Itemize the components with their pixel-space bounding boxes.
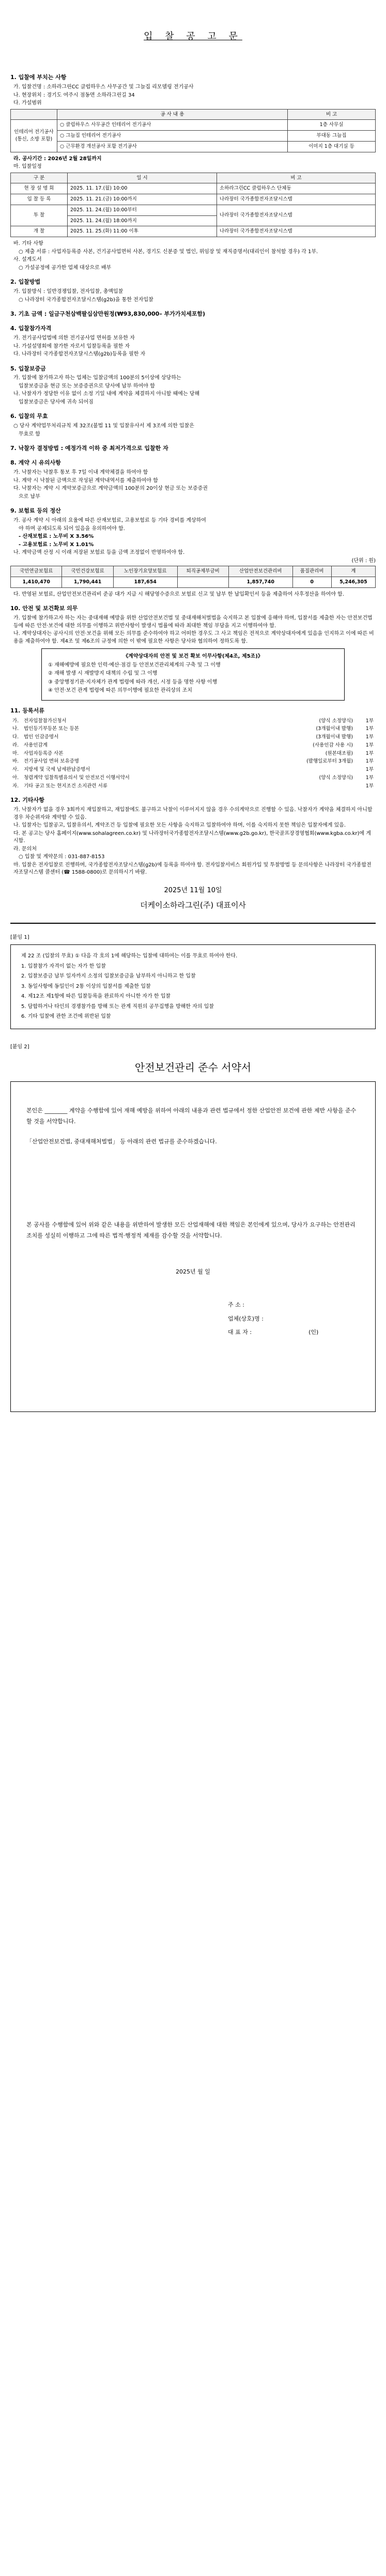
scope-row-note: 1층 사무실 xyxy=(288,120,376,131)
ins-header: 품질관리비 xyxy=(292,566,331,577)
section-4-heading: 4. 입찰참가자격 xyxy=(10,325,52,332)
scope-table-note-header: 비 고 xyxy=(288,109,376,120)
schedule-header: 일 시 xyxy=(68,173,217,183)
ins-value: 1,790,441 xyxy=(62,577,113,587)
doc-num: 사. xyxy=(12,767,19,773)
contract-c2: 으로 납부 xyxy=(19,493,40,500)
integrity-line: 4. 제12조 제1항에 따른 입찰등록을 완료하지 아니한 자가 한 입찰 xyxy=(21,994,171,1000)
pledge-para-3: 본 공사를 수행함에 있어 위와 같은 내용을 위반하여 발생한 모든 산업재해에 대한 책임은 본인에게 있으며, 당사가 요구하는 안전관리 조치를 성실히 이행하고 그에 따른 법적·행정적 제재를 감수할 것을 서약합니다. xyxy=(26,1221,356,1239)
ins-value: 187,654 xyxy=(113,577,177,587)
pledge-box xyxy=(10,1081,376,1412)
doc-name: 지방세 및 국세 납세완납증명서 xyxy=(24,767,90,773)
ins-header: 계 xyxy=(331,566,375,577)
schedule-header: 비 고 xyxy=(217,173,376,183)
doc-name: 사업자등록증 사본 xyxy=(24,750,64,756)
pledge-address: 주 소 : xyxy=(228,1301,244,1309)
misc-e: 마. 입찰은 전자입찰로 진행하며, 국가종합전자조달시스템(g2b)에 등록을 하여야 함. 전자입찰서비스 회원가입 및 투찰방법 등 문의사항은 나라장터 국가종합전자조달시스템 콜센터 (☎ 1588-0800)로 문의하시기 바람. xyxy=(13,862,372,876)
insurance-b: 나. 계약금액 산정 시 이래 저장된 보험료 등을 금액 조정없이 반영하여야 함. xyxy=(13,550,185,556)
ins-header: 산업안전보건관리비 xyxy=(228,566,292,577)
safety-duty: ④ 안전·보건 관계 법령에 따른 의무이행에 필요한 관리상의 조치 xyxy=(48,688,193,694)
scope-table-blank xyxy=(11,109,57,120)
scope-row-note: 부대동 그늘집 xyxy=(288,131,376,142)
safety-box-title: 《계약상대자의 안전 및 보건 확보 이무사항(제4조, 제5조)》 xyxy=(123,654,263,660)
doc-note: (원본대조필) xyxy=(325,750,353,756)
scope-table-header: 공 사 내 용 xyxy=(57,109,288,120)
scope-table-label: 인테리어 전기공사 (통신, 소방 포함) xyxy=(11,120,57,152)
doc-note: (발행일로부터 3개월) xyxy=(306,758,353,765)
integrity-line: 2. 입찰보증금 납부 일자까지 소정의 입찰보증금을 납부하지 아니하고 한 입찰 xyxy=(21,973,196,980)
site-location: 나. 현장위치 : 경기도 여주시 점동면 소하라그린길 34 xyxy=(13,92,135,98)
ins-value: 1,857,740 xyxy=(228,577,292,587)
scope-label: 다. 가설범위 xyxy=(13,100,42,106)
pledge-para-2: 「산업안전보건법, 중대재해처벌법」 등 아래의 관련 법규를 준수하겠습니다. xyxy=(26,1138,217,1145)
doc-num: 아. xyxy=(12,774,19,781)
doc-count: 1부 xyxy=(365,742,374,748)
doc-note: (양식 소정양식) xyxy=(319,774,353,781)
schedule-row-date: 2025. 11. 25.(화) 11:00 이후 xyxy=(68,226,217,237)
issuer-name: 더케이소하라그린(주) 대표이사 xyxy=(140,900,246,910)
doc-num: 나. xyxy=(12,726,19,732)
doc-note: (3개월이내 발행) xyxy=(316,734,353,740)
doc-count: 1부 xyxy=(365,750,374,756)
pledge-ceo: 대 표 자 : xyxy=(228,1329,252,1336)
doc-num: 가. xyxy=(12,718,19,724)
schedule-row-date: 2025. 11. 17.(월) 10:00 xyxy=(68,183,217,194)
doc-name: 청렴계약 입찰특별유의서 및 안전보건 이행서약서 xyxy=(24,774,130,781)
bid-name: 가. 입찰건명 : 소하라그린CC 클럽하우스 사무공간 및 그늘집 리모델링 전기공사 xyxy=(13,84,194,90)
section-10-heading: 10. 안전 및 보건확보 의무 xyxy=(10,605,78,612)
bid-method: 가. 입찰방식 : 일반경쟁입찰, 전자입찰, 총액입찰 xyxy=(13,289,123,295)
appendix-2-tag: [붙임 2] xyxy=(10,1044,29,1050)
invalid-a: ○ 당사 계약업무처리규칙 제 32조(불법 11 및 입찰유사서 제 3조에 의한 입찰은 xyxy=(13,423,194,429)
schedule-row-date: 2025. 11. 24.(월) 18:00까지 xyxy=(68,215,217,226)
safety-duty: ③ 중앙행정기관·지자체가 관계 법령에 따라 개선, 시정 등을 명한 사항 이행 xyxy=(48,679,218,685)
section-6-heading: 6. 입찰의 무효 xyxy=(10,413,48,420)
pledge-seal: (인) xyxy=(308,1329,319,1336)
integrity-line: 5. 담합하거나 타인의 경쟁참가를 방해 또는 관계 직원의 공무집행을 방해한 자의 입찰 xyxy=(21,1003,214,1010)
ins-header: 국민건강보험료 xyxy=(62,566,113,577)
schedule-row-date: 2025. 11. 21.(금) 10:00까지 xyxy=(68,194,217,205)
deposit-b2: 입찰보증금은 당사에 귀속 되어짐 xyxy=(19,399,94,405)
schedule-row-note: 나라장터 국가종합전자조달시스템 xyxy=(217,194,376,205)
doc-name: 법인 인감증명서 xyxy=(24,734,59,740)
schedule-row-label: 투 찰 xyxy=(11,205,68,226)
schedule-row-note: 나라장터 국가종합전자조달시스템 xyxy=(217,205,376,226)
section-2-heading: 2. 입찰방법 xyxy=(10,278,41,286)
insurance-table xyxy=(10,566,376,588)
insurance-rate-2: - 고용보험료 : 노무비 X 1.01% xyxy=(19,541,94,548)
doc-name: 법인등기부등본 또는 등본 xyxy=(24,726,79,732)
integrity-line: 3. 동일사항에 동일인이 2통 이상의 입찰서를 제출한 입찰 xyxy=(21,983,151,989)
page-title: 입 찰 공 고 문 xyxy=(144,31,242,42)
insurance-a: 가. 공사 계약 시 아래의 요율에 따른 산재보험료, 고용보험료 등 기타 경비를 계상하여 xyxy=(13,518,206,524)
notice-date: 2025년 11월 10일 xyxy=(164,886,222,894)
ins-value xyxy=(177,577,228,587)
doc-num: 라. xyxy=(12,742,19,748)
schedule-row-label: 개 찰 xyxy=(11,226,68,237)
ins-header: 퇴직공제부금비 xyxy=(177,566,228,577)
section-12-heading: 12. 기타사항 xyxy=(10,797,44,804)
schedule-row-date: 2025. 11. 24.(월) 10:00부터 xyxy=(68,205,217,215)
doc-name: 전기공사업 면허 보유증명 xyxy=(24,758,79,765)
insurance-a2: 야 하며 공제되도록 되어 있음을 유의하여야 함. xyxy=(19,525,125,532)
ins-header: 노인장기요양보험료 xyxy=(113,566,177,577)
doc-count: 1부 xyxy=(365,774,374,781)
section-3-heading: 3. 기초 금액 : 일금구천삼백팔십삼만원정(₩93,830,000– 부가가치세포함) xyxy=(10,311,206,318)
doc-name: 사용인감계 xyxy=(24,742,48,748)
doc-note: (3개월이내 발행) xyxy=(316,726,353,732)
section-9-heading: 9. 보험료 등의 정산 xyxy=(10,507,61,515)
section-11-heading: 11. 등록서류 xyxy=(10,707,44,714)
schedule-row-note: 소하라그린CC 클럽하우스 단체동 xyxy=(217,183,376,194)
section-1-heading: 1. 입찰에 부치는 사항 xyxy=(10,74,67,81)
misc-b: 나. 입찰자는 입찰공고, 입찰유의서, 계약조건 등 입찰에 필요한 모든 사항을 숙지하고 입찰하여야 하며, 이를 숙지하지 못한 책임은 입찰자에게 있음. xyxy=(13,823,346,829)
appendix-1-tag: [붙임 1] xyxy=(10,934,29,940)
deposit-a2: 입찰보증금을 현금 또는 보증증권으로 당사에 납부 하여야 함 xyxy=(19,383,155,389)
pledge-title: 안전보건관리 준수 서약서 xyxy=(134,1061,252,1074)
contact-label: 라. 문의처 xyxy=(13,846,37,852)
ins-value: 0 xyxy=(292,577,331,587)
scope-table xyxy=(10,109,376,152)
doc-num: 마. xyxy=(12,750,19,756)
ins-value: 5,246,305 xyxy=(331,577,375,587)
qual-b: 나. 가설설명회에 참가한 자로서 입찰등록을 필한 자 xyxy=(13,343,130,349)
deposit-a: 가. 입찰에 참가하고자 하는 업체는 입찰금액의 100분의 5이상에 상당하는 xyxy=(13,375,181,381)
scope-row-note: 이미지 1층 대기실 등 xyxy=(288,141,376,152)
section-5-heading: 5. 입찰보증금 xyxy=(10,365,46,372)
invalid-a2: 무효로 함 xyxy=(19,431,40,437)
contract-a: 가. 낙찰자는 낙찰후 통보 후 7일 이내 계약체결을 하여야 함 xyxy=(13,470,148,476)
doc-note: (양식 소정양식) xyxy=(319,718,353,724)
contract-b: 나. 계약 시 낙찰된 금액으로 작성된 계약내역서를 제출하여야 함 xyxy=(13,477,158,484)
deposit-b: 나. 낙찰자가 정당한 이유 없이 소정 기일 내에 계약을 체결하지 아니할 때에는 당해 xyxy=(13,391,200,397)
safety-duty: ① 재해예방에 필요한 인력·예산·점검 등 안전보건관리체계의 구축 및 그 이행 xyxy=(48,662,221,668)
safety-b: 나. 계약상대자는 공사시의 안전·보건을 위해 모든 의무를 준수하여야 하고 어떠한 경우도 그 사고 책임은 전적으로 계약상대자에게 있음을 인지하고 이에 따른 비용을 제출하여야 함. 제4조 및 제6조의 규정에 의한 이 밖에 필요한 사항은 당사와 협의하여 정하도록 함. xyxy=(13,631,374,644)
unit-label: (단위 : 원) xyxy=(351,557,376,564)
safety-duties-box xyxy=(41,648,345,701)
integrity-line: 제 22 조 (입찰의 무효) ① 다음 각 호의 1에 해당하는 입찰에 대하여는 이를 무효로 하여야 한다. xyxy=(21,953,238,959)
scope-row: ○ 클럽하우스 사무공간 인테리어 전기공사 xyxy=(57,120,288,131)
bid-method-note: ○ 나라장터 국가종합전자조달시스템(g2b)을 통한 전자입찰 xyxy=(19,297,153,303)
doc-note xyxy=(250,782,355,790)
qual-a: 가. 전기공사업법에 의한 전기공사업 면허를 보유한 자 xyxy=(13,335,135,341)
doc-name: 기타 공고 또는 현지조건 소지관련 서류 xyxy=(24,783,107,789)
scope-row: ○ 근무환경 개선공사 포함 전기공사 xyxy=(57,141,288,152)
doc-count: 1부 xyxy=(365,734,374,740)
pledge-company: 업체(상호)명 : xyxy=(228,1315,264,1322)
section-7-heading: 7. 낙찰자 결정방법 : 예정가격 이하 중 최저가격으로 입찰한 자 xyxy=(10,445,168,452)
integrity-line: 6. 기타 입찰에 관한 조건에 위반된 입찰 xyxy=(21,1014,111,1020)
doc-note xyxy=(250,766,355,774)
section-8-heading: 8. 계약 시 유의사항 xyxy=(10,459,61,467)
doc-count: 1부 xyxy=(365,767,374,773)
divider xyxy=(10,923,376,924)
schedule-row-label: 현 장 설 명 회 xyxy=(11,183,68,194)
doc-count: 1부 xyxy=(365,718,374,724)
submit-docs: ○ 제출 서류 : 사업자등록증 사본, 건기공사업면허 사본, 경기도 신분증 및 법인, 위임장 및 재직증명서(대리인이 참석할 경우) 각 1부. xyxy=(19,249,318,255)
misc-c: 다. 본 공고는 당사 홈페이지(www.sohalagreen.co.kr) 및 나라장터국가종합전자조달시스템(www.g2b.go.kr), 한국골프장경영협회(www.kgba.co.kr)에 게시함. xyxy=(13,830,371,844)
integrity-notice-box xyxy=(10,944,376,1029)
safety-a: 가. 입찰에 참가하고자 하는 자는 중대재해 예방을 위한 산업안전보건법 및 중대재해처벌법을 숙지하고 본 입찰에 응해야 하며, 입찰서를 제출한 자는 안전보건법 등에 따른 안전·보건에 대한 의무를 이행하고 위반사항이 발생시 법률에 따라 최대한 책임 부담을 지고 이행하여야 함. xyxy=(13,615,373,629)
doc-note: (사용인감 사용 시) xyxy=(313,742,353,748)
doc-count: 1부 xyxy=(365,783,374,789)
other-label: 바. 기타 사항 xyxy=(13,241,43,247)
docs-list xyxy=(10,717,376,790)
design-docs-label: 사. 설계도서 xyxy=(13,257,42,263)
pledge-date: 2025년 월 일 xyxy=(176,1268,210,1276)
insurance-rate-1: - 산재보험료 : 노무비 X 3.56% xyxy=(19,534,94,540)
schedule-row-label: 입 찰 등 록 xyxy=(11,194,68,205)
schedule-table xyxy=(10,173,376,238)
doc-count: 1부 xyxy=(365,726,374,732)
pledge-para-1: 본인은 ________ 계약을 수행함에 있어 재해 예방을 위하여 아래의 내용과 관련 법규에서 정한 산업안전 보건에 관한 제반 사항을 준수할 것을 서약합니다. xyxy=(26,1107,357,1125)
safety-duty: ② 재해 발생 시 재발방지 대책의 수립 및 그 이행 xyxy=(48,671,158,677)
scope-row: ○ 그늘집 인테리어 전기공사 xyxy=(57,131,288,142)
qual-c: 다. 나라장터 국가종합전자조달시스템(g2b)등록을 필한 자 xyxy=(13,351,146,357)
ins-value: 1,410,470 xyxy=(11,577,62,587)
insurance-c: 다. 반영된 보험료, 산업안전보건관리비 준공 대가 지급 시 해당영수증으로 보험료 신고 및 납부 한 납입확인서 등을 제출하여 사후정산을 하여야 함. xyxy=(13,591,344,597)
misc-a: 가. 낙찰자가 없을 경우 3회까지 재입찰하고, 재입찰에도 불구하고 낙찰이 이루어지지 않을 경우 수의계약으로 진행할 수 있음. 낙찰자가 계약을 체결하지 아니할 경우 차순위자와 계약할 수 있음. xyxy=(13,807,373,820)
doc-num: 다. xyxy=(12,734,19,740)
contact-phone: ○ 입찰 및 계약문의 : 031-887-8153 xyxy=(19,854,105,860)
integrity-line: 1. 입찰참가 자격이 없는 자가 한 입찰 xyxy=(21,963,106,969)
doc-num: 자. xyxy=(12,783,19,789)
ins-header: 국민연금보험료 xyxy=(11,566,62,577)
contract-c: 다. 낙찰자는 계약 시 계약보증금으로 계약금액의 100분의 20이상 현금 또는 보증증권 xyxy=(13,486,208,492)
doc-name: 전자입찰참가신청서 xyxy=(24,718,67,724)
schedule-row-note: 나라장터 국가종합전자조달시스템 xyxy=(217,226,376,237)
doc-num: 바. xyxy=(12,758,19,765)
design-docs-note: ○ 가설공정에 공가한 업체 대상으로 배부 xyxy=(19,265,112,271)
doc-count: 1부 xyxy=(365,758,374,765)
schedule-label: 마. 입찰일정 xyxy=(13,164,42,170)
schedule-header: 구 분 xyxy=(11,173,68,183)
construction-period: 라. 공사기간 : 2026년 2월 28일까지 xyxy=(13,156,102,162)
